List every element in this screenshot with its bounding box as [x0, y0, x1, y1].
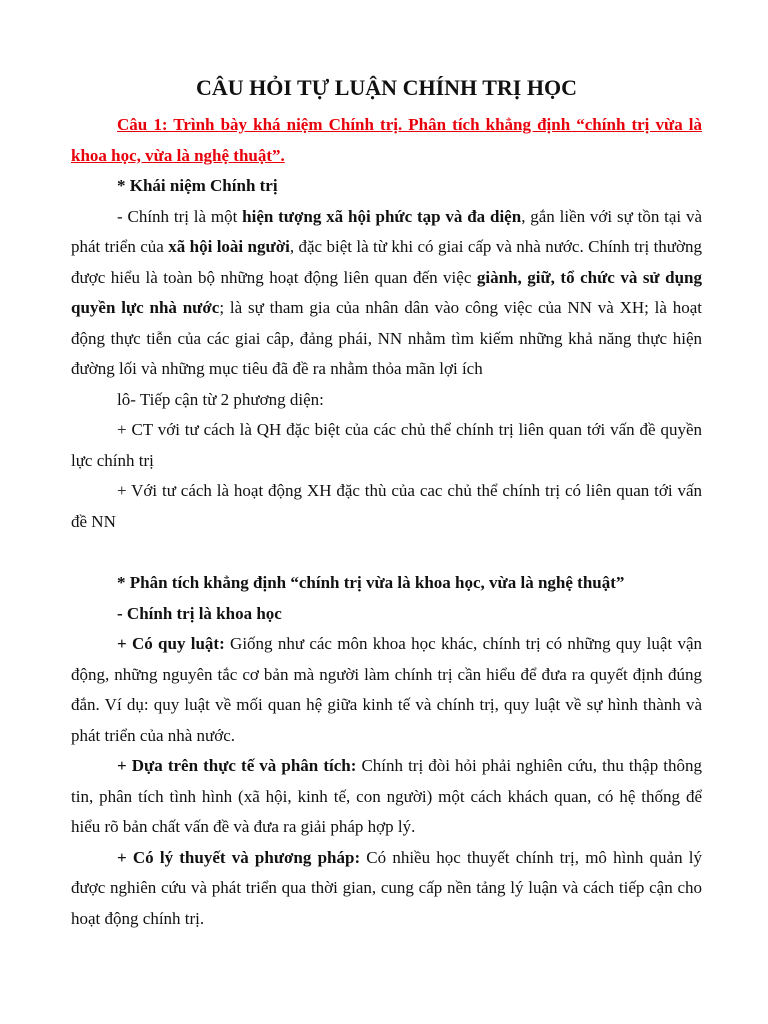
approach-item-1: + CT với tư cách là QH đặc biệt của các chủ thể chính trị liên quan tới vấn đề quyền lực chính trị: [71, 420, 702, 470]
science-item-label: + Có quy luật:: [117, 634, 225, 653]
concept-text-3: , đặc biệt là từ khi có giai cấp và nhà nước. Chính trị thường được hiểu là toàn bộ những hoạt động liên quan đến việc: [71, 237, 703, 287]
concept-text-1: - Chính trị là một: [117, 206, 243, 226]
science-item-text: Có nhiều học thuyết chính trị, mô hình quản lý được nghiên cứu và phát triển qua thời gian, cung cấp nền tảng lý luận và cách tiếp cận cho hoạt động chính trị.: [71, 847, 702, 928]
science-item-text: Giống như các môn khoa học khác, chính trị có những quy luật vận động, những nguyên tắc cơ bản mà người làm chính trị cần hiểu để đưa ra quyết định đúng đắn. Ví dụ: quy luật về mối quan hệ giữa kinh tế và chính trị, quy luật về sự hình thành và phát triển của nhà nước.: [71, 634, 702, 745]
science-item-theory: [71, 843, 702, 935]
science-item-label: + Dựa trên thực tế và phân tích:: [117, 756, 357, 775]
science-item-analysis: [71, 751, 702, 843]
science-subheading: - Chính trị là khoa học: [117, 603, 282, 623]
analysis-heading: * Phân tích khẳng định “chính trị vừa là khoa học, vừa là nghệ thuật”: [117, 573, 625, 592]
concept-text-4: ; là sự tham gia của nhân dân vào công việc của NN và XH; là hoạt động thực tiễn của các giai câp, đảng phái, NN nhằm tìm kiếm những khả năng thực hiện đường lối và những mục tiêu đã đề ra nhằm thỏa mãn lợi ích: [71, 298, 703, 378]
concept-text-2: , gắn liền với sự tồn tại và phát triển của: [71, 206, 703, 256]
document-title: CÂU HỎI TỰ LUẬN CHÍNH TRỊ HỌC: [196, 75, 577, 100]
science-item-text: Chính trị đòi hỏi phải nghiên cứu, thu thập thông tin, phân tích tình hình (xã hội, kinh tế, con người) một cách khách quan, có hệ thống để hiểu rõ bản chất vấn đề và đưa ra giải pháp hợp lý.: [71, 756, 702, 836]
concept-bold-1: hiện tượng xã hội phức tạp và đa diện: [242, 206, 522, 226]
concept-bold-3: giành, giữ, tổ chức và sử dụng quyền lực nhà nước: [71, 267, 702, 317]
approach-intro: lô- Tiếp cận từ 2 phương diện:: [117, 389, 324, 409]
concept-heading: * Khái niệm Chính trị: [117, 176, 278, 195]
concept-bold-2: xã hội loài người: [168, 237, 290, 256]
approach-item-2: + Với tư cách là hoạt động XH đặc thù của cac chủ thể chính trị có liên quan tới vấn đề NN: [71, 481, 702, 531]
question-1: Câu 1: Trình bày khá niệm Chính trị. Phân tích khẳng định “chính trị vừa là khoa học, vừa là nghệ thuật”.: [71, 115, 702, 165]
science-item-laws: [71, 629, 702, 751]
science-item-label: + Có lý thuyết và phương pháp:: [117, 847, 361, 867]
paragraph-gap: [71, 537, 702, 568]
concept-paragraph: [71, 202, 702, 385]
